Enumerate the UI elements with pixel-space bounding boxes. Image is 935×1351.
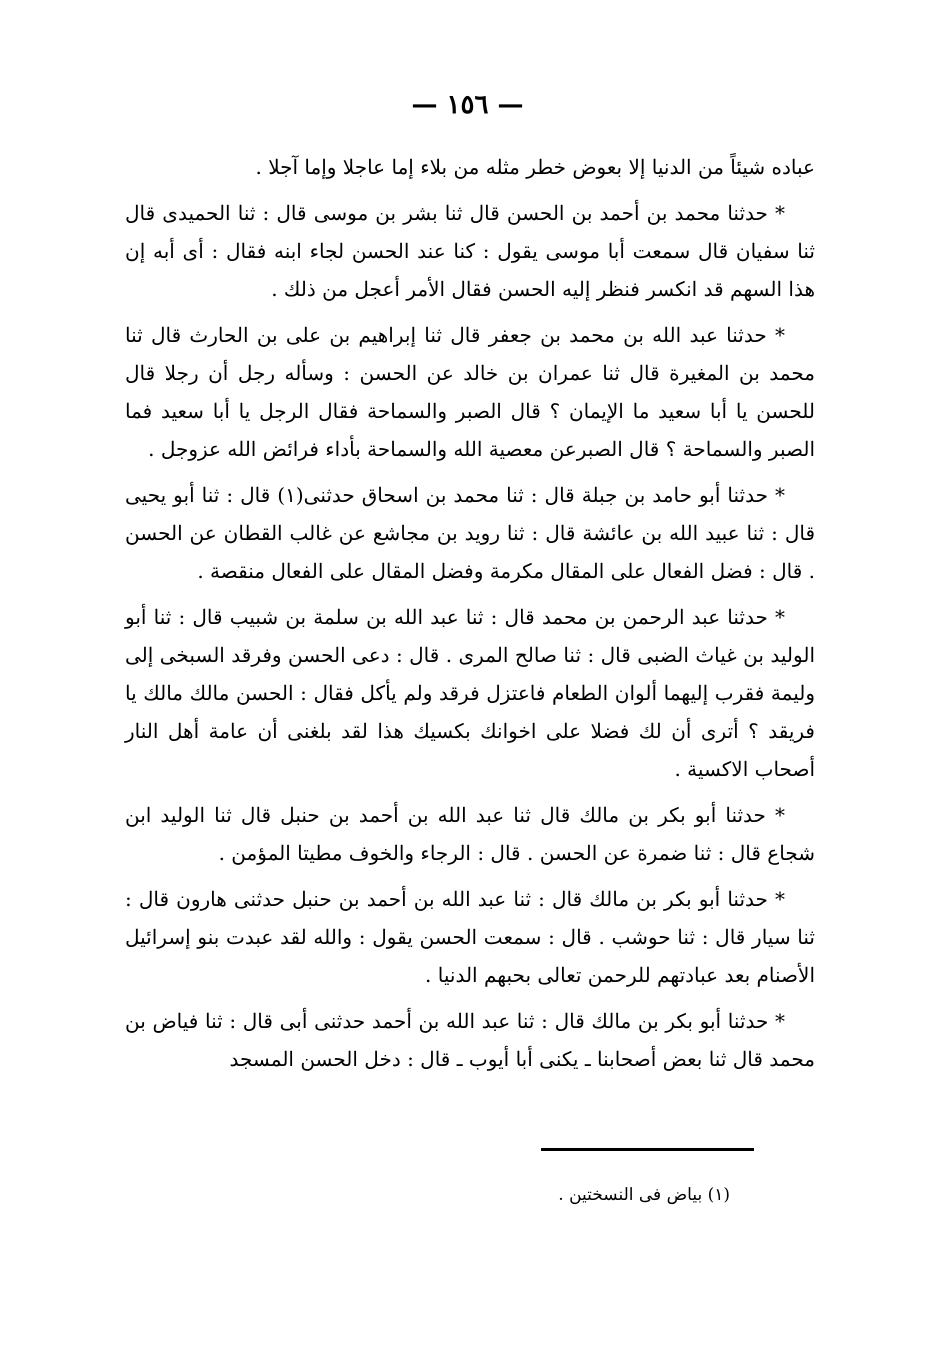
footnote-divider <box>541 1148 754 1151</box>
paragraph-hadith-1: * حدثنا محمد بن أحمد بن الحسن قال ثنا بشر بن موسى قال : ثنا الحميدى قال ثنا سفيان قال سمعت أبا موسى يقول : كنا عند الحسن لجاء ابنه فقال : أى أبه إن هذا السهم قد انكسر فنظر إليه الحسن فقال الأمر أعجل من ذلك . <box>125 201 815 301</box>
paragraph-hadith-7: * حدثنا أبو بكر بن مالك قال : ثنا عبد الله بن أحمد حدثنى أبى قال : ثنا فياض بن محمد قال ثنا بعض أصحابنا ـ يكنى أبا أيوب ـ قال : دخل الحسن المسجد <box>125 1009 815 1071</box>
paragraph-hadith-3: * حدثنا أبو حامد بن جبلة قال : ثنا محمد بن اسحاق حدثنى(١) قال : ثنا أبو يحيى قال : ثنا عبيد الله بن عائشة قال : ثنا رويد بن مجاشع عن غالب القطان عن الحسن . قال : فضل الفعال على المقال مكرمة وفضل المقال على الفعال منقصة . <box>125 483 816 583</box>
paragraph-hadith-6: * حدثنا أبو بكر بن مالك قال : ثنا عبد الله بن أحمد بن حنبل حدثنى هارون قال : ثنا سيار قال : ثنا حوشب . قال : سمعت الحسن يقول : والله لقد عبدت بنو إسرائيل الأصنام بعد عبادتهم للرحمن تعالى بحبهم الدنيا . <box>125 887 815 987</box>
footnote: (١) بياض فى النسختين . <box>558 1185 730 1205</box>
paragraph-hadith-4: * حدثنا عبد الرحمن بن محمد قال : ثنا عبد الله بن سلمة بن شبيب قال : ثنا أبو الوليد بن غياث الضبى قال : ثنا صالح المرى . قال : دعى الحسن وفرقد السبخى إلى وليمة فقرب إليهما ألوان الطعام فاعتزل فرقد ولم يأكل فقال : الحسن مالك مالك يا فريقد ؟ أترى أن لك فضلا على اخوانك بكسيك هذا لقد بلغنى أن عامة أهل النار أصحاب الاكسية . <box>125 605 815 781</box>
paragraph-hadith-2: * حدثنا عبد الله بن محمد بن جعفر قال ثنا إبراهيم بن على بن الحارث قال ثنا محمد بن المغيرة قال ثنا عمران بن خالد عن الحسن : وسأله رجل أن رجلا قال للحسن يا أبا سعيد ما الإيمان ؟ قال الصبر والسماحة فقال الرجل يا أبا سعيد فما الصبر والسماحة ؟ قال الصبرعن معصية الله والسماحة بأداء فرائض الله عزوجل . <box>125 323 815 461</box>
paragraph-continuation: عباده شيئاً من الدنيا إلا بعوض خطر مثله من بلاء إما عاجلا وإما آجلا . <box>255 155 815 179</box>
page-number: — ١٥٦ — <box>411 90 524 120</box>
main-text <box>125 148 815 1086</box>
paragraph-hadith-5: * حدثنا أبو بكر بن مالك قال ثنا عبد الله بن أحمد بن حنبل قال ثنا الوليد ابن شجاع قال : ثنا ضمرة عن الحسن . قال : الرجاء والخوف مطيتا المؤمن . <box>125 803 815 865</box>
